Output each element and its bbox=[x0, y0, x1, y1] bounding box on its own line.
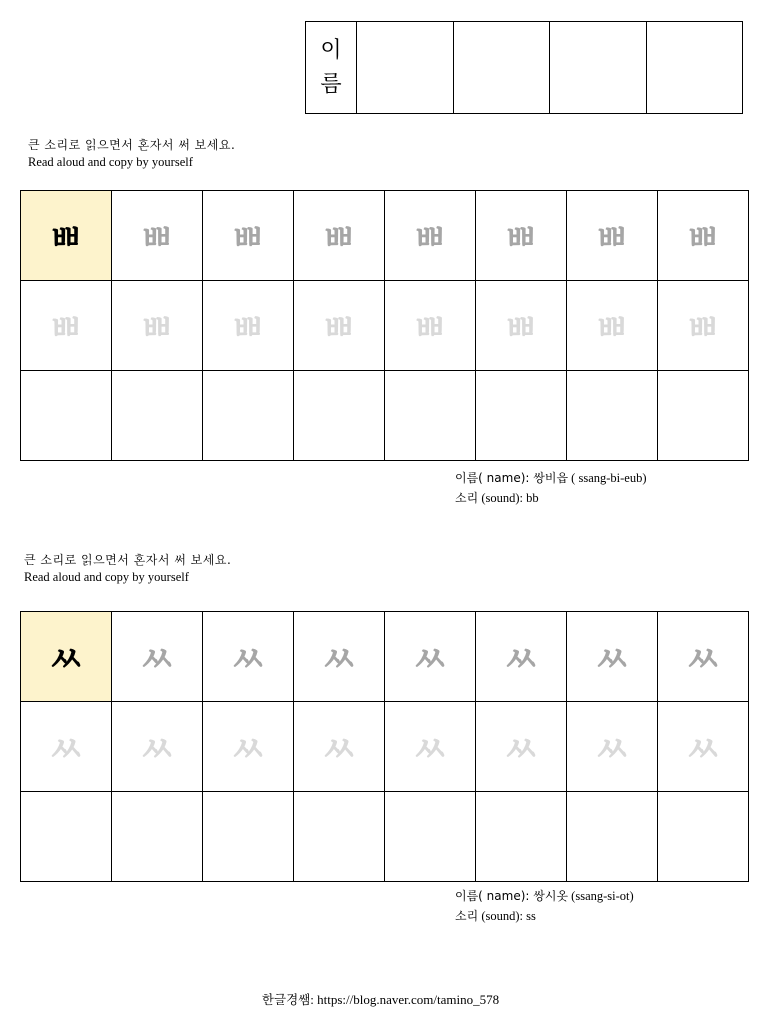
trace-cell[interactable]: ㅆ bbox=[294, 612, 385, 702]
blank-cell[interactable] bbox=[658, 371, 749, 461]
name-value: 쌍시옷 bbox=[533, 889, 569, 903]
blank-cell[interactable] bbox=[385, 371, 476, 461]
footer-label: 한글경쌤 bbox=[261, 992, 311, 1007]
trace-row bbox=[21, 281, 749, 371]
footer bbox=[0, 990, 761, 1008]
letter-info-1 bbox=[455, 468, 647, 508]
letter-sound-line bbox=[455, 488, 647, 508]
trace-cell[interactable]: ㅃ bbox=[658, 191, 749, 281]
trace-cell[interactable]: ㅃ bbox=[203, 191, 294, 281]
letter-sound-line bbox=[455, 906, 634, 926]
name-write-cell[interactable] bbox=[550, 22, 647, 113]
practice-grid-2 bbox=[20, 611, 749, 882]
trace-cell[interactable]: ㅆ bbox=[476, 702, 567, 792]
name-write-cell[interactable] bbox=[647, 22, 743, 113]
name-box bbox=[305, 21, 743, 114]
trace-cell[interactable]: ㅆ bbox=[385, 612, 476, 702]
blank-cell[interactable] bbox=[567, 371, 658, 461]
blank-cell[interactable] bbox=[203, 371, 294, 461]
trace-cell[interactable]: ㅆ bbox=[658, 702, 749, 792]
trace-cell[interactable]: ㅃ bbox=[385, 191, 476, 281]
trace-cell[interactable]: ㅃ bbox=[203, 281, 294, 371]
instruction-1 bbox=[28, 137, 235, 171]
blank-row bbox=[21, 792, 749, 882]
trace-cell[interactable]: ㅆ bbox=[112, 612, 203, 702]
trace-cell[interactable]: ㅃ bbox=[112, 281, 203, 371]
name-label-line1: 이 bbox=[320, 37, 342, 63]
footer-link[interactable]: : https://blog.naver.com/tamino_578 bbox=[310, 992, 500, 1007]
trace-cell[interactable]: ㅃ bbox=[294, 191, 385, 281]
trace-cell[interactable]: ㅆ bbox=[112, 702, 203, 792]
name-label: 이름( name): bbox=[455, 889, 534, 903]
blank-cell[interactable] bbox=[476, 792, 567, 882]
trace-cell[interactable]: ㅃ bbox=[294, 281, 385, 371]
blank-cell[interactable] bbox=[112, 371, 203, 461]
blank-cell[interactable] bbox=[203, 792, 294, 882]
instruction-ko: 큰 소리로 읽으면서 혼자서 써 보세요. bbox=[28, 138, 236, 152]
instruction-en: Read aloud and copy by yourself bbox=[28, 155, 193, 169]
trace-cell[interactable]: ㅃ bbox=[21, 281, 112, 371]
trace-cell[interactable]: ㅃ bbox=[112, 191, 203, 281]
trace-cell[interactable]: ㅃ bbox=[567, 281, 658, 371]
sound-label: 소리 bbox=[455, 909, 479, 923]
name-roman: ( ssang-bi-eub) bbox=[568, 471, 647, 485]
sound-text: (sound): bb bbox=[478, 491, 539, 505]
blank-cell[interactable] bbox=[476, 371, 567, 461]
blank-cell[interactable] bbox=[21, 371, 112, 461]
name-label: 이름( name): bbox=[455, 471, 534, 485]
blank-cell[interactable] bbox=[294, 371, 385, 461]
trace-cell[interactable]: ㅆ bbox=[658, 612, 749, 702]
model-letter-cell: ㅆ bbox=[21, 612, 112, 702]
letter-name-line bbox=[455, 468, 647, 488]
blank-cell[interactable] bbox=[567, 792, 658, 882]
model-letter-cell: ㅃ bbox=[21, 191, 112, 281]
model-row bbox=[21, 612, 749, 702]
trace-cell[interactable]: ㅆ bbox=[203, 702, 294, 792]
trace-cell[interactable]: ㅃ bbox=[658, 281, 749, 371]
name-write-cell[interactable] bbox=[357, 22, 454, 113]
name-write-cell[interactable] bbox=[454, 22, 551, 113]
blank-cell[interactable] bbox=[294, 792, 385, 882]
blank-cell[interactable] bbox=[385, 792, 476, 882]
trace-cell[interactable]: ㅃ bbox=[385, 281, 476, 371]
name-roman: (ssang-si-ot) bbox=[568, 889, 634, 903]
name-label-line2: 름 bbox=[320, 71, 342, 97]
blank-cell[interactable] bbox=[658, 792, 749, 882]
trace-cell[interactable]: ㅃ bbox=[567, 191, 658, 281]
trace-cell[interactable]: ㅆ bbox=[294, 702, 385, 792]
model-row bbox=[21, 191, 749, 281]
sound-label: 소리 bbox=[455, 491, 479, 505]
practice-grid-1 bbox=[20, 190, 749, 461]
trace-cell[interactable]: ㅆ bbox=[203, 612, 294, 702]
trace-cell[interactable]: ㅆ bbox=[21, 702, 112, 792]
blank-cell[interactable] bbox=[112, 792, 203, 882]
letter-name-line bbox=[455, 886, 634, 906]
instruction-en: Read aloud and copy by yourself bbox=[24, 570, 189, 584]
trace-row bbox=[21, 702, 749, 792]
blank-cell[interactable] bbox=[21, 792, 112, 882]
trace-cell[interactable]: ㅃ bbox=[476, 191, 567, 281]
instruction-2 bbox=[24, 552, 231, 586]
trace-cell[interactable]: ㅆ bbox=[476, 612, 567, 702]
name-label bbox=[306, 22, 357, 113]
name-value: 쌍비읍 bbox=[533, 471, 569, 485]
trace-cell[interactable]: ㅆ bbox=[567, 612, 658, 702]
blank-row bbox=[21, 371, 749, 461]
trace-cell[interactable]: ㅃ bbox=[476, 281, 567, 371]
sound-text: (sound): ss bbox=[478, 909, 536, 923]
letter-info-2 bbox=[455, 886, 634, 926]
trace-cell[interactable]: ㅆ bbox=[567, 702, 658, 792]
instruction-ko: 큰 소리로 읽으면서 혼자서 써 보세요. bbox=[24, 553, 232, 567]
trace-cell[interactable]: ㅆ bbox=[385, 702, 476, 792]
